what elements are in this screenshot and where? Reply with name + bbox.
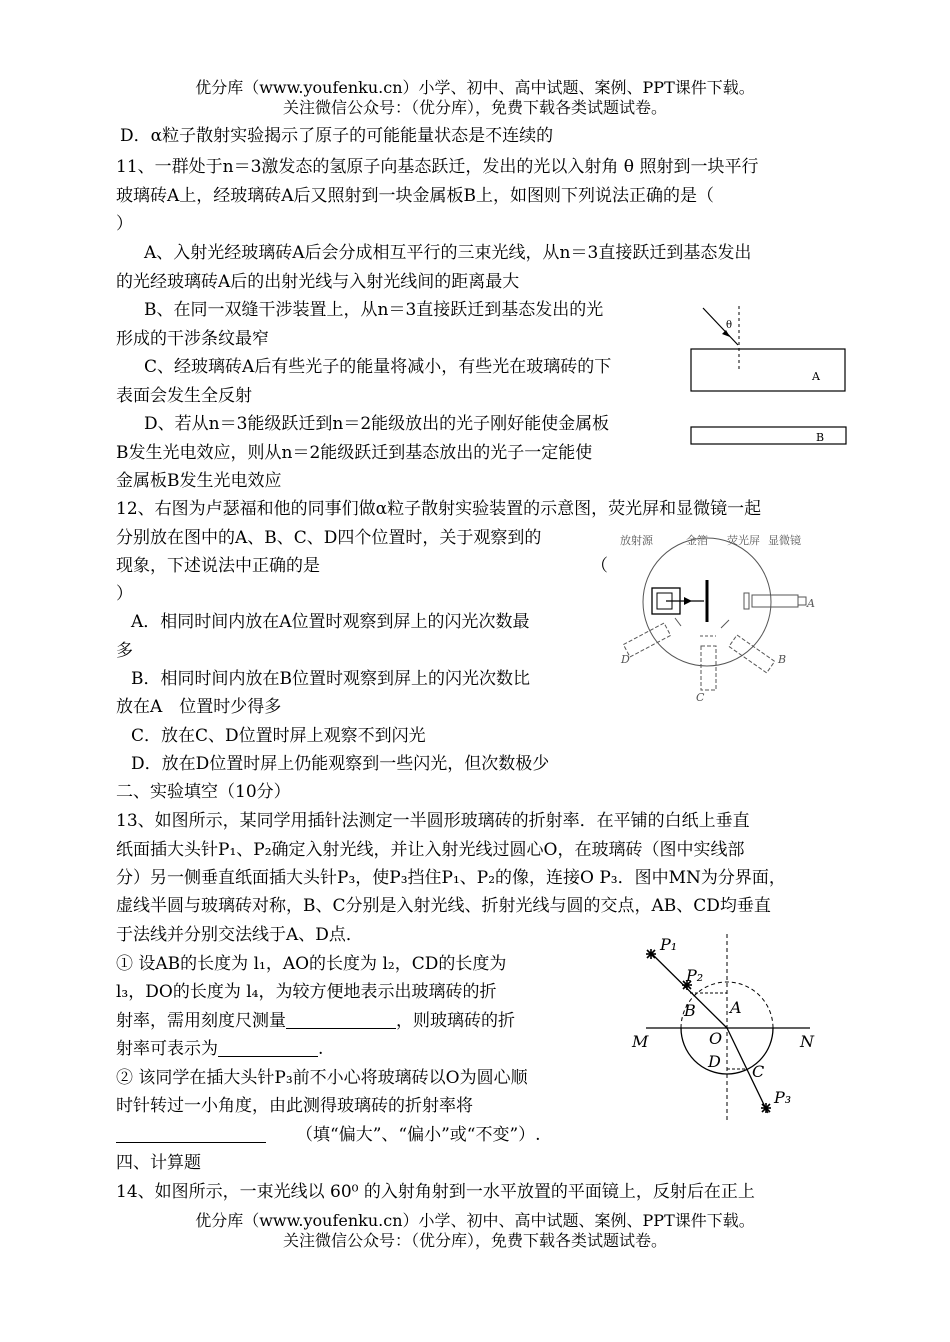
section-2-title: 二、实验填空（10分） (116, 782, 291, 802)
label-a: A (730, 998, 742, 1017)
foil-label: 金箔 (686, 534, 708, 547)
footer-line-1: 优分库（www.youfenku.cn）小学、初中、高中试题、案例、PPT课件下载。 (195, 1211, 755, 1230)
q13-stem-5: 于法线并分别交法线于A、D点． (116, 925, 363, 945)
screen-b-mark (721, 620, 729, 628)
label-p3: P₃ (774, 1088, 792, 1107)
q11-option-d-1: D、若从n＝3能级跃迁到n＝2能级放出的光子刚好能使金属板 (144, 414, 610, 434)
label-p2: P₂ (686, 966, 704, 985)
label-p1: P₁ (660, 935, 678, 954)
ray-arrowhead (722, 330, 730, 337)
section-4-title: 四、计算题 (116, 1153, 201, 1173)
q11-option-c-1: C、经玻璃砖A后有些光子的能量将减小，有些光在玻璃砖的下 (144, 357, 612, 377)
label-c: C (752, 1062, 765, 1081)
q12-option-b-1: B．相同时间内放在B位置时观察到屏上的闪光次数比 (131, 669, 530, 689)
label-m: M (632, 1032, 649, 1051)
q11-stem-3: ） (116, 214, 133, 234)
measure-answer-blank[interactable] (286, 1010, 396, 1029)
metal-plate-label: B (816, 431, 825, 444)
position-d-label: D (621, 653, 630, 666)
q13-stem-2: 纸面插大头针P₁、P₂确定入射光线，并让入射光线过圆心O，在玻璃砖（图中实线部 (116, 840, 745, 860)
q13-index-prompt: 射率可表示为 (116, 1039, 218, 1059)
q12-option-a-2: 多 (116, 641, 133, 661)
q13-figure (628, 930, 843, 1135)
q11-option-d-3: 金属板B发生光电效应 (116, 471, 282, 491)
q12-answer-paren-close: ） (116, 584, 133, 604)
q11-stem-2: 玻璃砖A上，经玻璃砖A后又照射到一块金属板B上，如图则下列说法正确的是（ (116, 186, 715, 206)
q13-fill-hint: （填“偏大”、“偏小”或“不变”）. (296, 1125, 541, 1145)
q11-option-a-2: 的光经玻璃砖A后的出射光线与入射光线间的距离最大 (116, 272, 520, 292)
q13-index-suffix: . (318, 1039, 324, 1059)
header-line-2: 关注微信公众号：（优分库），免费下载各类试题试卷。 (282, 98, 667, 117)
q12-stem-3: 现象，下述说法中正确的是 (116, 556, 320, 576)
label-d: D (708, 1052, 721, 1071)
q11-option-c-2: 表面会发生全反射 (116, 386, 252, 406)
q13-stem-1: 13、如图所示，某同学用插针法测定一半圆形玻璃砖的折射率．在平铺的白纸上垂直 (116, 811, 750, 831)
q13-part1-2: l₃，DO的长度为 l₄，为较方便地表示出玻璃砖的折 (116, 982, 497, 1002)
position-c-label: C (696, 691, 705, 704)
q13-stem-3: 分）另一侧垂直纸面插大头针P₃，使P₃挡住P₁、P₂的像，连接O P₃．图中MN为分界面， (116, 868, 786, 888)
q13-part1-3 (116, 1009, 515, 1033)
microscope-d (623, 623, 670, 657)
screen-a (744, 593, 749, 609)
position-a-label: A (807, 597, 815, 610)
glass-block-label: A (812, 370, 820, 383)
q12-option-b-2: 放在A 位置时少得多 (116, 697, 282, 717)
position-b-label: B (778, 653, 787, 666)
source-label: 放射源 (620, 534, 653, 547)
microscope-c (701, 646, 716, 690)
label-o: O (709, 1029, 723, 1048)
q12-option-a-1: A．相同时间内放在A位置时观察到屏上的闪光次数最 (131, 612, 530, 632)
q11-option-d-2: B发生光电效应，则从n＝2能级跃迁到基态放出的光子一定能使 (116, 443, 593, 463)
q10-option-d: D．α粒子散射实验揭示了原子的可能能量状态是不连续的 (120, 126, 554, 146)
q11-option-b-1: B、在同一双缝干涉装置上，从n＝3直接跃迁到基态发出的光 (144, 300, 604, 320)
rotation-answer-blank[interactable] (116, 1124, 266, 1143)
screen-d-mark (675, 618, 681, 626)
q13-part2-2: 时针转过一小角度，由此测得玻璃砖的折射率将 (116, 1096, 473, 1116)
q11-option-b-2: 形成的干涉条纹最窄 (116, 329, 269, 349)
microscope-label: 显微镜 (768, 534, 801, 547)
index-formula-blank[interactable] (218, 1038, 318, 1057)
glass-block-a (691, 349, 845, 391)
q12-stem-1: 12、右图为卢瑟福和他的同事们做α粒子散射实验装置的示意图，荧光屏和显微镜一起 (116, 499, 762, 519)
q12-option-d: D．放在D位置时屏上仍能观察到一些闪光，但次数极少 (131, 754, 550, 774)
label-n: N (800, 1032, 814, 1051)
q13-part2-1: ② 该同学在插大头针P₃前不小心将玻璃砖以O为圆心顺 (116, 1068, 528, 1088)
pin-p1 (646, 949, 656, 959)
eyepiece-a (798, 597, 806, 605)
q11-stem-1: 11、一群处于n＝3激发态的氢原子向基态跃迁，发出的光以入射角 θ 照射到一块平行 (116, 157, 759, 177)
beam-arrowhead (684, 597, 692, 605)
q12-option-c: C．放在C、D位置时屏上观察不到闪光 (131, 726, 426, 746)
footer-line-2: 关注微信公众号：（优分库），免费下载各类试题试卷。 (282, 1231, 667, 1250)
q12-answer-paren-open: （ (591, 556, 608, 576)
screen-label: 荧光屏 (727, 534, 760, 547)
header-line-1: 优分库（www.youfenku.cn）小学、初中、高中试题、案例、PPT课件下载。 (195, 78, 755, 97)
q13-measure-suffix: ，则玻璃砖的折 (396, 1011, 515, 1031)
pin-p3 (761, 1103, 771, 1113)
q13-part2-3 (116, 1123, 541, 1147)
q13-part1-4 (116, 1037, 323, 1061)
q13-stem-4: 虚线半圆与玻璃砖对称，B、C分别是入射光线、折射光线与圆的交点，AB、CD均垂直 (116, 896, 771, 916)
microscope-b (729, 635, 775, 673)
q12-stem-2: 分别放在图中的A、B、C、D四个位置时，关于观察到的 (116, 528, 542, 548)
q12-figure (612, 530, 827, 710)
incident-ray (703, 308, 738, 345)
q14-stem-1: 14、如图所示，一束光线以 60⁰ 的入射角射到一水平放置的平面镜上，反射后在正上 (116, 1182, 755, 1202)
q13-measure-prompt: 射率，需用刻度尺测量 (116, 1011, 286, 1031)
q13-part1-1: ① 设AB的长度为 l₁，AO的长度为 l₂，CD的长度为 (116, 954, 507, 974)
q11-figure (686, 300, 856, 450)
q11-option-a-1: A、入射光经玻璃砖A后会分成相互平行的三束光线，从n＝3直接跃迁到基态发出 (144, 243, 752, 263)
label-b: B (684, 1001, 696, 1020)
theta-label: θ (726, 320, 733, 331)
microscope-a (752, 595, 798, 607)
